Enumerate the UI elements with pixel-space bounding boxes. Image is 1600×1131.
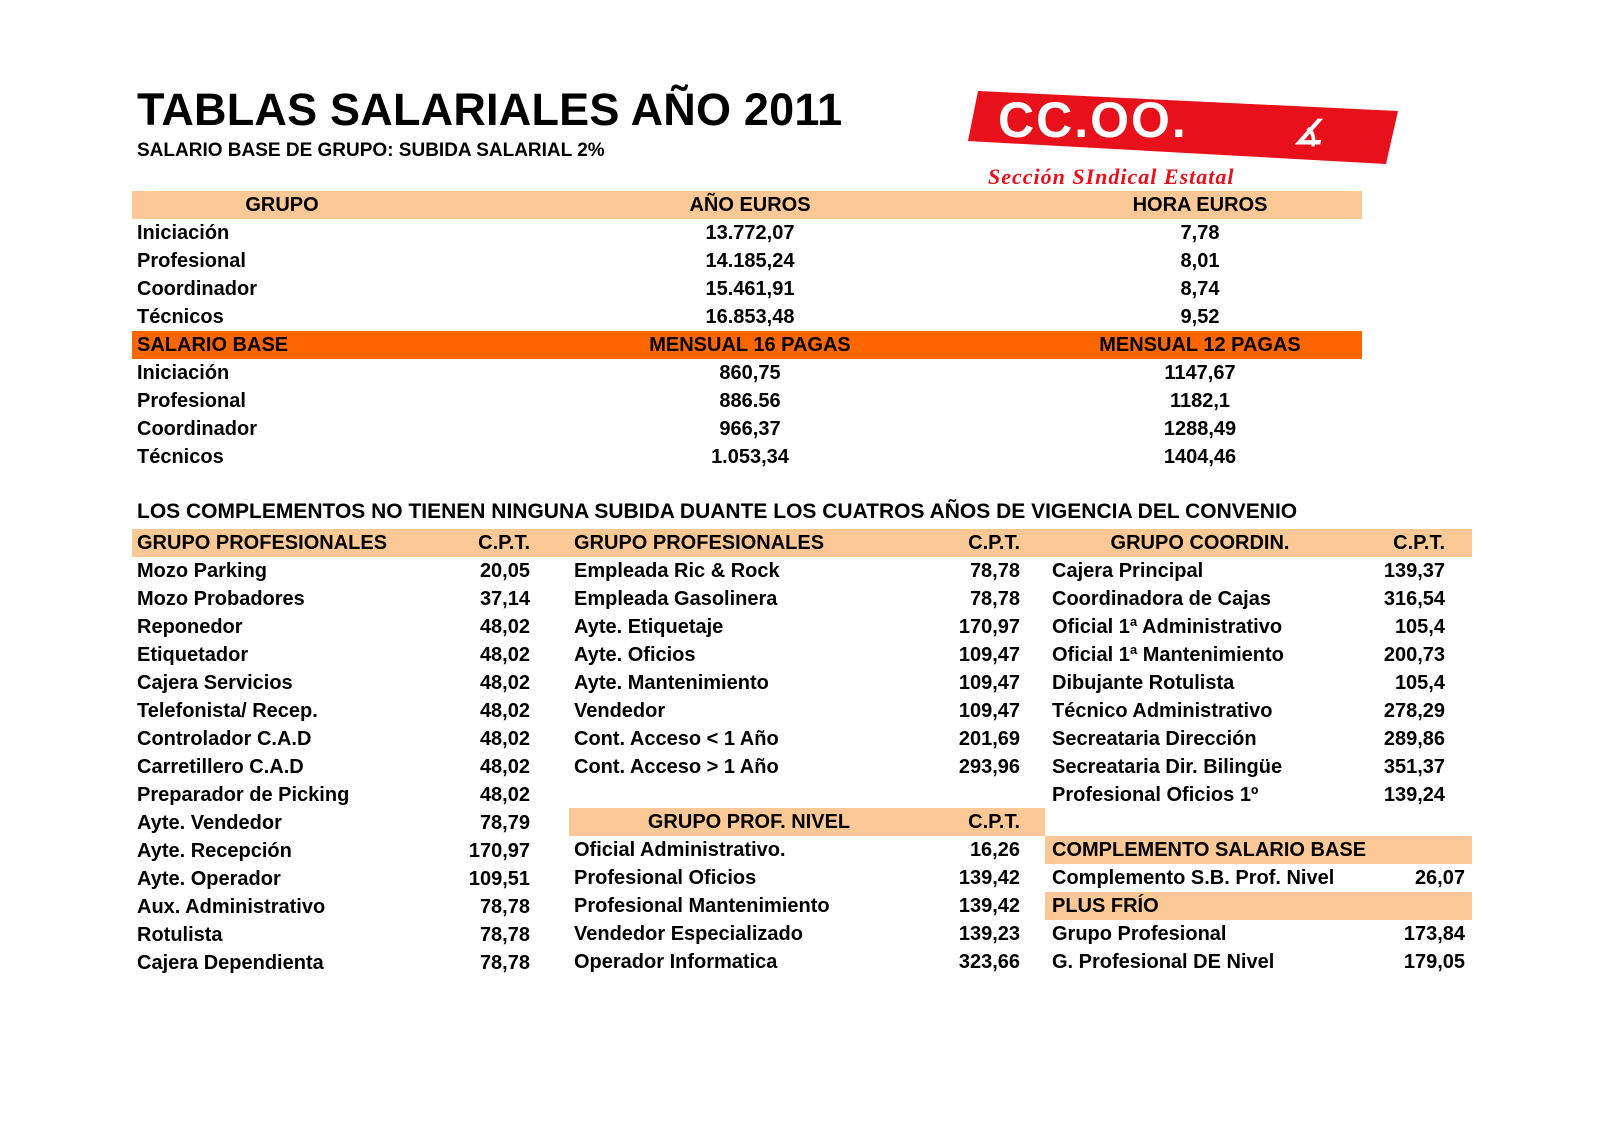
- table1-header-col2: AÑO EUROS: [689, 194, 811, 216]
- col3-row-label: Oficial 1ª Administrativo: [1052, 616, 1283, 638]
- col1-row-value: 78,78: [479, 924, 530, 946]
- complements-notice: LOS COMPLEMENTOS NO TIENEN NINGUNA SUBIDA DUANTE LOS CUATROS AÑOS DE VIGENCIA DEL CONVENIO: [137, 500, 1298, 523]
- col2-header2-cpt: C.P.T.: [968, 811, 1020, 833]
- table1-row-value: 8,01: [1180, 250, 1220, 272]
- col2-row-label: Ayte. Oficios: [574, 644, 696, 666]
- col2-row-value: 109,47: [958, 644, 1020, 666]
- col2-row-value: 201,69: [958, 728, 1020, 750]
- col3-row-value: 139,37: [1383, 560, 1445, 582]
- complemento-row-label: Complemento S.B. Prof. Nivel: [1052, 867, 1335, 889]
- table2-row-value: 886.56: [719, 390, 781, 412]
- col2-rows2-label: Profesional Mantenimiento: [574, 895, 830, 917]
- col1-row-label: Ayte. Vendedor: [137, 812, 282, 834]
- col3-row-label: Dibujante Rotulista: [1052, 672, 1235, 694]
- col2-rows2-value: 139,42: [958, 867, 1020, 889]
- col1-row-label: Aux. Administrativo: [137, 896, 326, 918]
- col1-row-value: 20,05: [479, 560, 530, 582]
- table1-row-value: 13.772,07: [705, 222, 795, 244]
- table2-row-value: 860,75: [719, 362, 781, 384]
- col2-row-label: Ayte. Etiquetaje: [574, 616, 724, 638]
- col1-row-label: Controlador C.A.D: [137, 728, 312, 750]
- col2-row-label: Cont. Acceso > 1 Año: [574, 756, 779, 778]
- table2-row-label: Iniciación: [137, 362, 230, 384]
- col2-row-label: Empleada Gasolinera: [574, 588, 778, 610]
- col3-row-value: 139,24: [1383, 784, 1445, 806]
- col1-row-value: 109,51: [468, 868, 530, 890]
- table1-row-value: 8,74: [1180, 278, 1220, 300]
- table2-header-col3: MENSUAL 12 PAGAS: [1099, 334, 1301, 356]
- col3-row-label: Cajera Principal: [1052, 560, 1204, 582]
- col3-row-value: 200,73: [1383, 644, 1445, 666]
- col1-row-label: Preparador de Picking: [137, 784, 350, 806]
- page-subtitle: SALARIO BASE DE GRUPO: SUBIDA SALARIAL 2%: [137, 140, 605, 161]
- plus-frio-row-value: 173,84: [1403, 923, 1465, 945]
- col2-row-value: 78,78: [969, 560, 1020, 582]
- col2-row-value: 293,96: [958, 756, 1020, 778]
- col2-row-label: Ayte. Mantenimiento: [574, 672, 769, 694]
- col3-row-value: 105,4: [1394, 672, 1445, 694]
- ccoo-logo: [968, 89, 1408, 189]
- table1-header-col3: HORA EUROS: [1132, 194, 1268, 216]
- plus-frio-row-label: G. Profesional DE Nivel: [1052, 951, 1275, 973]
- col3-row-label: Secreataria Dirección: [1052, 728, 1257, 750]
- col1-header-label: GRUPO PROFESIONALES: [137, 532, 388, 554]
- col1-row-label: Cajera Dependienta: [137, 952, 324, 974]
- table1-row-value: 7,78: [1180, 222, 1220, 244]
- table2-row-value: 1404,46: [1163, 446, 1237, 468]
- table1-row-label: Coordinador: [137, 278, 257, 300]
- col2-header2-label: GRUPO PROF. NIVEL: [647, 811, 851, 833]
- col2-row-label: Vendedor: [574, 700, 666, 722]
- col2-header-cpt: C.P.T.: [968, 532, 1020, 554]
- col1-row-value: 48,02: [479, 700, 530, 722]
- col3-row-label: Coordinadora de Cajas: [1052, 588, 1271, 610]
- svg-text:Sección SIndical Estatal: Sección SIndical Estatal: [988, 164, 1235, 189]
- table1-row-value: 14.185,24: [705, 250, 795, 272]
- col2-row-value: 109,47: [958, 700, 1020, 722]
- col1-row-label: Mozo Parking: [137, 560, 268, 582]
- col3-row-value: 289,86: [1383, 728, 1445, 750]
- col2-rows2-value: 16,26: [969, 839, 1020, 861]
- table2-row-label: Coordinador: [137, 418, 257, 440]
- svg-text:∡: ∡: [1293, 114, 1324, 152]
- col1-row-label: Ayte. Operador: [137, 868, 281, 890]
- col1-row-value: 48,02: [479, 728, 530, 750]
- col1-row-label: Rotulista: [137, 924, 223, 946]
- col3-row-value: 351,37: [1383, 756, 1445, 778]
- table2-header-col2: MENSUAL 16 PAGAS: [649, 334, 851, 356]
- col1-header-cpt: C.P.T.: [478, 532, 530, 554]
- col2-row-label: Empleada Ric & Rock: [574, 560, 780, 582]
- col1-row-value: 78,79: [479, 812, 530, 834]
- col1-row-label: Etiquetador: [137, 644, 249, 666]
- table1-row-label: Técnicos: [137, 306, 224, 328]
- col1-row-label: Carretillero C.A.D: [137, 756, 304, 778]
- col1-row-value: 48,02: [479, 672, 530, 694]
- col1-row-value: 48,02: [479, 756, 530, 778]
- col3-row-label: Profesional Oficios 1º: [1052, 784, 1259, 806]
- col2-rows2-label: Operador Informatica: [574, 951, 778, 973]
- col1-row-label: Reponedor: [137, 616, 243, 638]
- col1-row-value: 170,97: [468, 840, 530, 862]
- table2-row-value: 966,37: [719, 418, 781, 440]
- col2-row-label: Cont. Acceso < 1 Año: [574, 728, 779, 750]
- table2-row-value: 1147,67: [1164, 362, 1236, 384]
- col1-row-value: 78,78: [479, 896, 530, 918]
- col2-rows2-value: 139,42: [958, 895, 1020, 917]
- plus-frio-row-label: Grupo Profesional: [1052, 923, 1227, 945]
- plus-frio-header: PLUS FRÍO: [1052, 895, 1159, 917]
- col1-row-value: 48,02: [479, 644, 530, 666]
- col1-row-value: 48,02: [479, 616, 530, 638]
- svg-text:CC.OO.: CC.OO.: [998, 92, 1188, 148]
- table1-header-grupo: GRUPO: [245, 194, 319, 216]
- col1-row-label: Ayte. Recepción: [137, 840, 292, 862]
- col3-row-label: Oficial 1ª Mantenimiento: [1052, 644, 1284, 666]
- col3-row-value: 316,54: [1383, 588, 1445, 610]
- col3-row-value: 105,4: [1394, 616, 1445, 638]
- complemento-row-value: 26,07: [1414, 867, 1465, 889]
- col3-row-value: 278,29: [1383, 700, 1445, 722]
- col3-row-label: Secreataria Dir. Bilingüe: [1052, 756, 1283, 778]
- table1-row-value: 9,52: [1180, 306, 1220, 328]
- col2-row-value: 78,78: [969, 588, 1020, 610]
- table2-row-value: 1288,49: [1163, 418, 1237, 440]
- col2-row-value: 109,47: [958, 672, 1020, 694]
- col1-row-value: 48,02: [479, 784, 530, 806]
- col2-rows2-label: Vendedor Especializado: [574, 923, 803, 945]
- table2-row-label: Técnicos: [137, 446, 224, 468]
- plus-frio-row-value: 179,05: [1403, 951, 1465, 973]
- table1-row-label: Profesional: [137, 250, 246, 272]
- col3-header-cpt: C.P.T.: [1393, 532, 1445, 554]
- col3-row-label: Técnico Administrativo: [1052, 700, 1273, 722]
- complemento-header: COMPLEMENTO SALARIO BASE: [1052, 839, 1367, 861]
- table1-row-value: 16.853,48: [705, 306, 795, 328]
- table2-header-grupo: SALARIO BASE: [137, 334, 289, 356]
- col1-row-label: Cajera Servicios: [137, 672, 293, 694]
- col3-header-label: GRUPO COORDIN.: [1110, 532, 1290, 554]
- table2-row-value: 1.053,34: [711, 446, 789, 468]
- table2-row-label: Profesional: [137, 390, 246, 412]
- col2-rows2-label: Profesional Oficios: [574, 867, 757, 889]
- col2-row-value: 170,97: [958, 616, 1020, 638]
- table1-row-label: Iniciación: [137, 222, 230, 244]
- page-title: TABLAS SALARIALES AÑO 2011: [137, 84, 843, 135]
- col1-row-label: Telefonista/ Recep.: [137, 700, 318, 722]
- col2-rows2-value: 323,66: [958, 951, 1020, 973]
- col2-rows2-value: 139,23: [958, 923, 1020, 945]
- table2-row-value: 1182,1: [1169, 390, 1231, 412]
- col2-header-label: GRUPO PROFESIONALES: [574, 532, 825, 554]
- table1-row-value: 15.461,91: [705, 278, 795, 300]
- col2-rows2-label: Oficial Administrativo.: [574, 839, 786, 861]
- col1-row-value: 37,14: [479, 588, 530, 610]
- col1-row-label: Mozo Probadores: [137, 588, 305, 610]
- col1-row-value: 78,78: [479, 952, 530, 974]
